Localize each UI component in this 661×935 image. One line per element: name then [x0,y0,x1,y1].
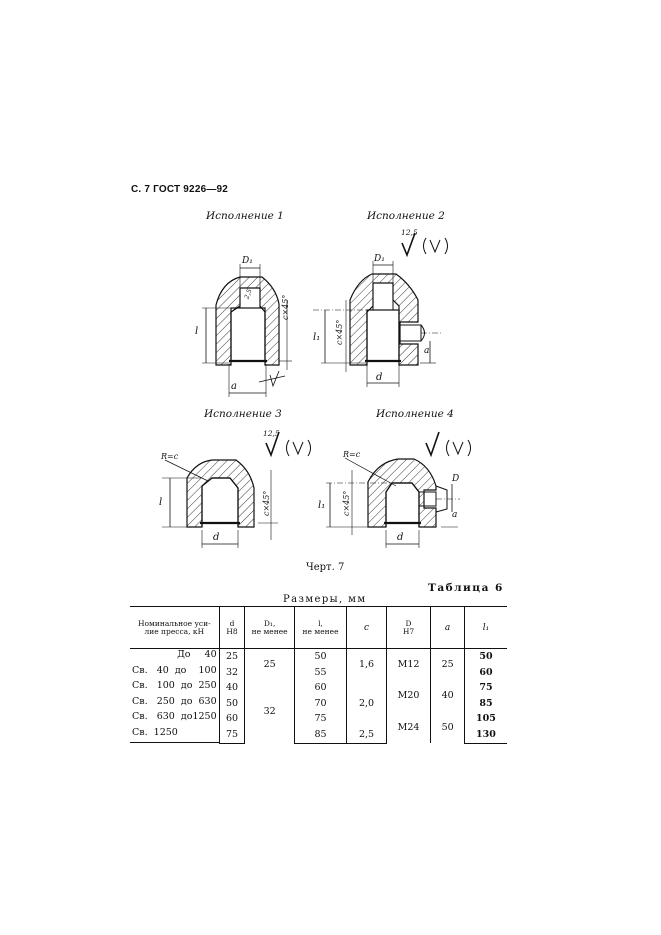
label-d-v4: d [397,532,404,543]
label-a-v1: a [231,381,237,392]
l-cell: 75 [294,711,346,727]
label-chamfer-v1: c×45° [281,294,290,320]
label-Rc-v3: R=c [161,452,179,461]
press-from: Св. 40 до [132,664,187,676]
d-cell: 50 [219,696,245,712]
drawing-variant-3 [162,432,311,548]
press-to: 1250 [192,711,217,722]
press-cell [130,696,219,712]
label-a-v4: a [452,510,458,520]
l1-cell: 85 [464,696,507,712]
header-a: a [431,607,465,649]
a-cell: 25 [431,649,465,681]
label-D1-v2: D₁ [374,254,385,264]
D-cell: М24 [386,711,431,743]
c-cell: 1,6 [347,649,387,681]
press-from: Св. 630 до [132,711,193,722]
header-D: D H7 [386,607,431,649]
drawing-variant-1 [202,264,292,397]
press-from: Св. 1250 [132,726,178,738]
d-cell: 25 [219,649,245,665]
label-D1-v1: D₁ [242,256,253,266]
label-chamfer-v3: c×45° [262,490,271,516]
press-cell [130,649,219,665]
label-rough-v2: 12,5 [401,228,418,237]
l1-cell: 60 [464,665,507,681]
D-cell: М20 [386,680,431,711]
press-cell [130,665,219,681]
table-row [130,711,507,727]
D1-cell: 25 [245,649,294,681]
c-cell: 2,0 [347,680,387,727]
page-header: С. 7 ГОСТ 9226—92 [131,184,229,195]
table-title: Размеры, мм [283,594,367,605]
c-cell: 2,5 [347,727,387,744]
l1-cell: 75 [464,680,507,696]
press-to: 100 [198,664,217,676]
press-from: Св. 100 до [132,680,193,691]
caption-variant-4: Исполнение 4 [376,408,454,420]
label-d-v3: d [213,532,220,543]
l1-cell: 130 [464,727,507,744]
press-to: 630 [198,695,217,707]
header-D1: D₁, не менее [245,607,294,649]
l-cell: 85 [294,727,346,744]
l1-cell: 105 [464,711,507,727]
dimensions-table [130,606,507,744]
table-number: Таблица 6 [428,582,504,594]
a-cell: 50 [431,711,465,743]
press-from: До [177,649,191,660]
label-rough-v1: 2,5 [242,287,254,301]
d-cell: 40 [219,680,245,696]
caption-variant-1: Исполнение 1 [206,210,284,222]
D1-cell: 32 [245,680,294,743]
label-a-v2: a [424,346,430,356]
label-D-v4: D [452,474,460,484]
header-c: c [347,607,387,649]
label-Rc-v4: R=c [343,450,361,459]
label-rough-v3: 12,5 [263,429,280,438]
label-d-v2: d [376,372,383,383]
press-cell [130,727,219,744]
header-press: Номинальное уси- лие пресса, кН [130,607,219,649]
label-l-v3: l [159,497,163,508]
l-cell: 60 [294,680,346,696]
caption-variant-3: Исполнение 3 [204,408,282,420]
a-cell: 40 [431,680,465,711]
l-cell: 70 [294,696,346,712]
table-header-row [130,607,507,649]
caption-variant-2: Исполнение 2 [367,210,445,222]
press-to: 40 [204,649,217,660]
header-l: l, не менее [294,607,346,649]
d-cell: 75 [219,727,245,744]
label-chamfer-v4: c×45° [342,490,351,516]
l-cell: 50 [294,649,346,665]
header-d: d H8 [219,607,245,649]
label-l1-v4: l₁ [318,500,326,511]
label-l1-v2: l₁ [313,332,321,343]
l-cell: 55 [294,665,346,681]
press-cell [130,680,219,696]
table-row [130,649,507,665]
label-chamfer-v2: c×45° [335,319,344,345]
d-cell: 32 [219,665,245,681]
press-cell [130,711,219,727]
header-l1: l₁ [464,607,507,649]
d-cell: 60 [219,711,245,727]
l1-cell: 50 [464,649,507,665]
label-l-v1: l [195,326,199,337]
figure-caption: Черт. 7 [306,562,345,573]
table-row [130,680,507,696]
press-to: 250 [198,680,217,691]
press-from: Св. 250 до [132,695,193,707]
D-cell: М12 [386,649,431,681]
